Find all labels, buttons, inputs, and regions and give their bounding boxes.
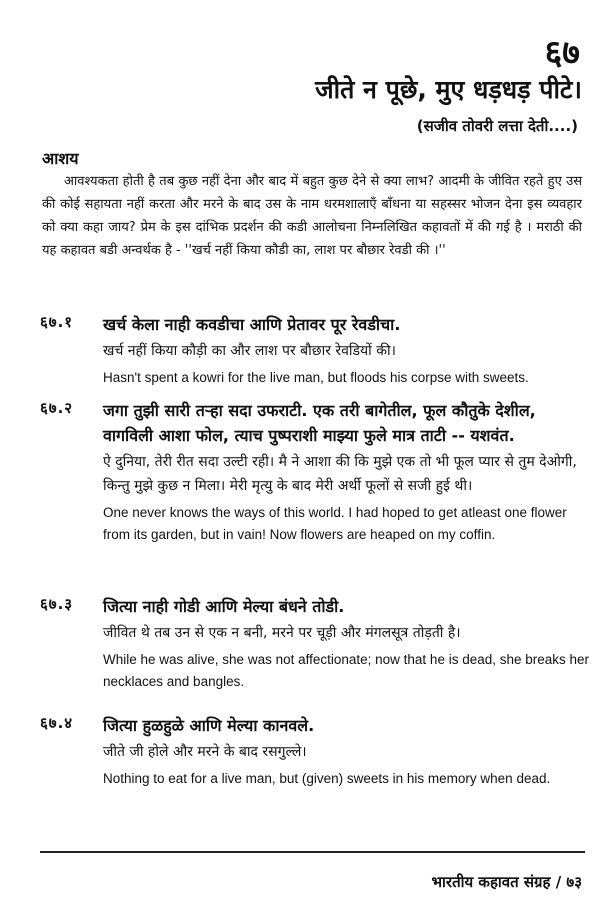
entry-marathi: जित्या नाही गोडी आणि मेल्या बंधने तोडी. <box>103 597 345 616</box>
entry-english: Hasn't spent a kowri for the live man, but floods his corpse with sweets. <box>103 370 529 385</box>
entry-marathi: खर्च केला नाही कवडीचा आणि प्रेतावर पूर रेवडीचा. <box>103 315 401 334</box>
chapter-number: ६७ <box>544 33 580 73</box>
entry-hindi: जीते जी होले और मरने के बाद रसगुल्ले। <box>103 744 307 760</box>
footer-divider <box>40 851 585 853</box>
proverb-entry-3 <box>40 594 590 693</box>
entry-hindi: जीवित थे तब उन से एक न बनी, मरने पर चूड़ी और मंगलसूत्र तोड़ती है। <box>103 625 461 641</box>
page-footer: भारतीय कहावत संग्रह / ७३ <box>431 873 582 891</box>
entry-hindi: खर्च नहीं किया कौड़ी का और लाश पर बौछार रेवडियों की। <box>103 343 396 359</box>
entry-english: While he was alive, she was not affectionate; now that he is dead, she breaks her necklaces and bangles. <box>103 652 590 689</box>
entry-hindi: ऐ दुनिया, तेरी रीत सदा उल्टी रही। मै ने आशा की कि मुझे एक तो भी फूल प्यार से तुम देओगी, किन्तु मुझे कुछ न मिला। मेरी मृत्यु के बाद मेरी अर्थी फूलों से सजी हुई थी। <box>103 454 577 494</box>
entry-number: ६७.२ <box>40 399 74 417</box>
meaning-text: आवश्यकता होती है तब कुछ नहीं देना और बाद में बहुत कुछ देने से क्या लाभ? आदमी के जीवित रहते हुए उस की कोई सहायता नहीं करता और मरने के बाद उस के नाम धरमशालाएँ बाँधना या सहस्सर भोजन देना इस व्यवहार को क्या कहा जाय? प्रेम के इस दांभिक प्रदर्शन की कडी आलोचना निम्नलिखित कहावतों में की गई है । मराठी की यह कहावत बडी अन्वर्थक है - ''खर्च नहीं किया कौडी का, लाश पर बौछार रेवडी की ।'' <box>42 174 582 258</box>
entry-number: ६७.३ <box>40 595 74 613</box>
entry-number: ६७.१ <box>40 313 74 331</box>
entry-marathi: जित्या हुळहुळे आणि मेल्या कानवले. <box>103 716 315 735</box>
entry-marathi: जगा तुझी सारी तऱ्हा सदा उफराटी. एक तरी बागेतील, फूल कौतुके देशील, वागविली आशा फोल, त्याच पुष्पराशी माझ्या फुले मात्र ताटी -- यशवंत. <box>103 401 536 445</box>
marathi-subtitle: (सजीव तोवरी लत्ता देती....) <box>416 117 578 135</box>
proverb-entry-4 <box>40 713 590 790</box>
proverb-entry-2 <box>40 398 590 546</box>
entry-number: ६७.४ <box>40 714 74 732</box>
meaning-heading: आशय <box>42 149 79 168</box>
meaning-paragraph <box>42 170 582 262</box>
entry-english: One never knows the ways of this world. I had hoped to get atleast one flower from its garden, but in vain! Now flowers are heaped on my coffin. <box>103 505 567 542</box>
entry-english: Nothing to eat for a live man, but (given) sweets in his memory when dead. <box>103 771 551 786</box>
proverb-title: जीते न पूछे, मुए धड़धड़ पीटे। <box>315 75 582 104</box>
proverb-entry-1 <box>40 312 590 389</box>
